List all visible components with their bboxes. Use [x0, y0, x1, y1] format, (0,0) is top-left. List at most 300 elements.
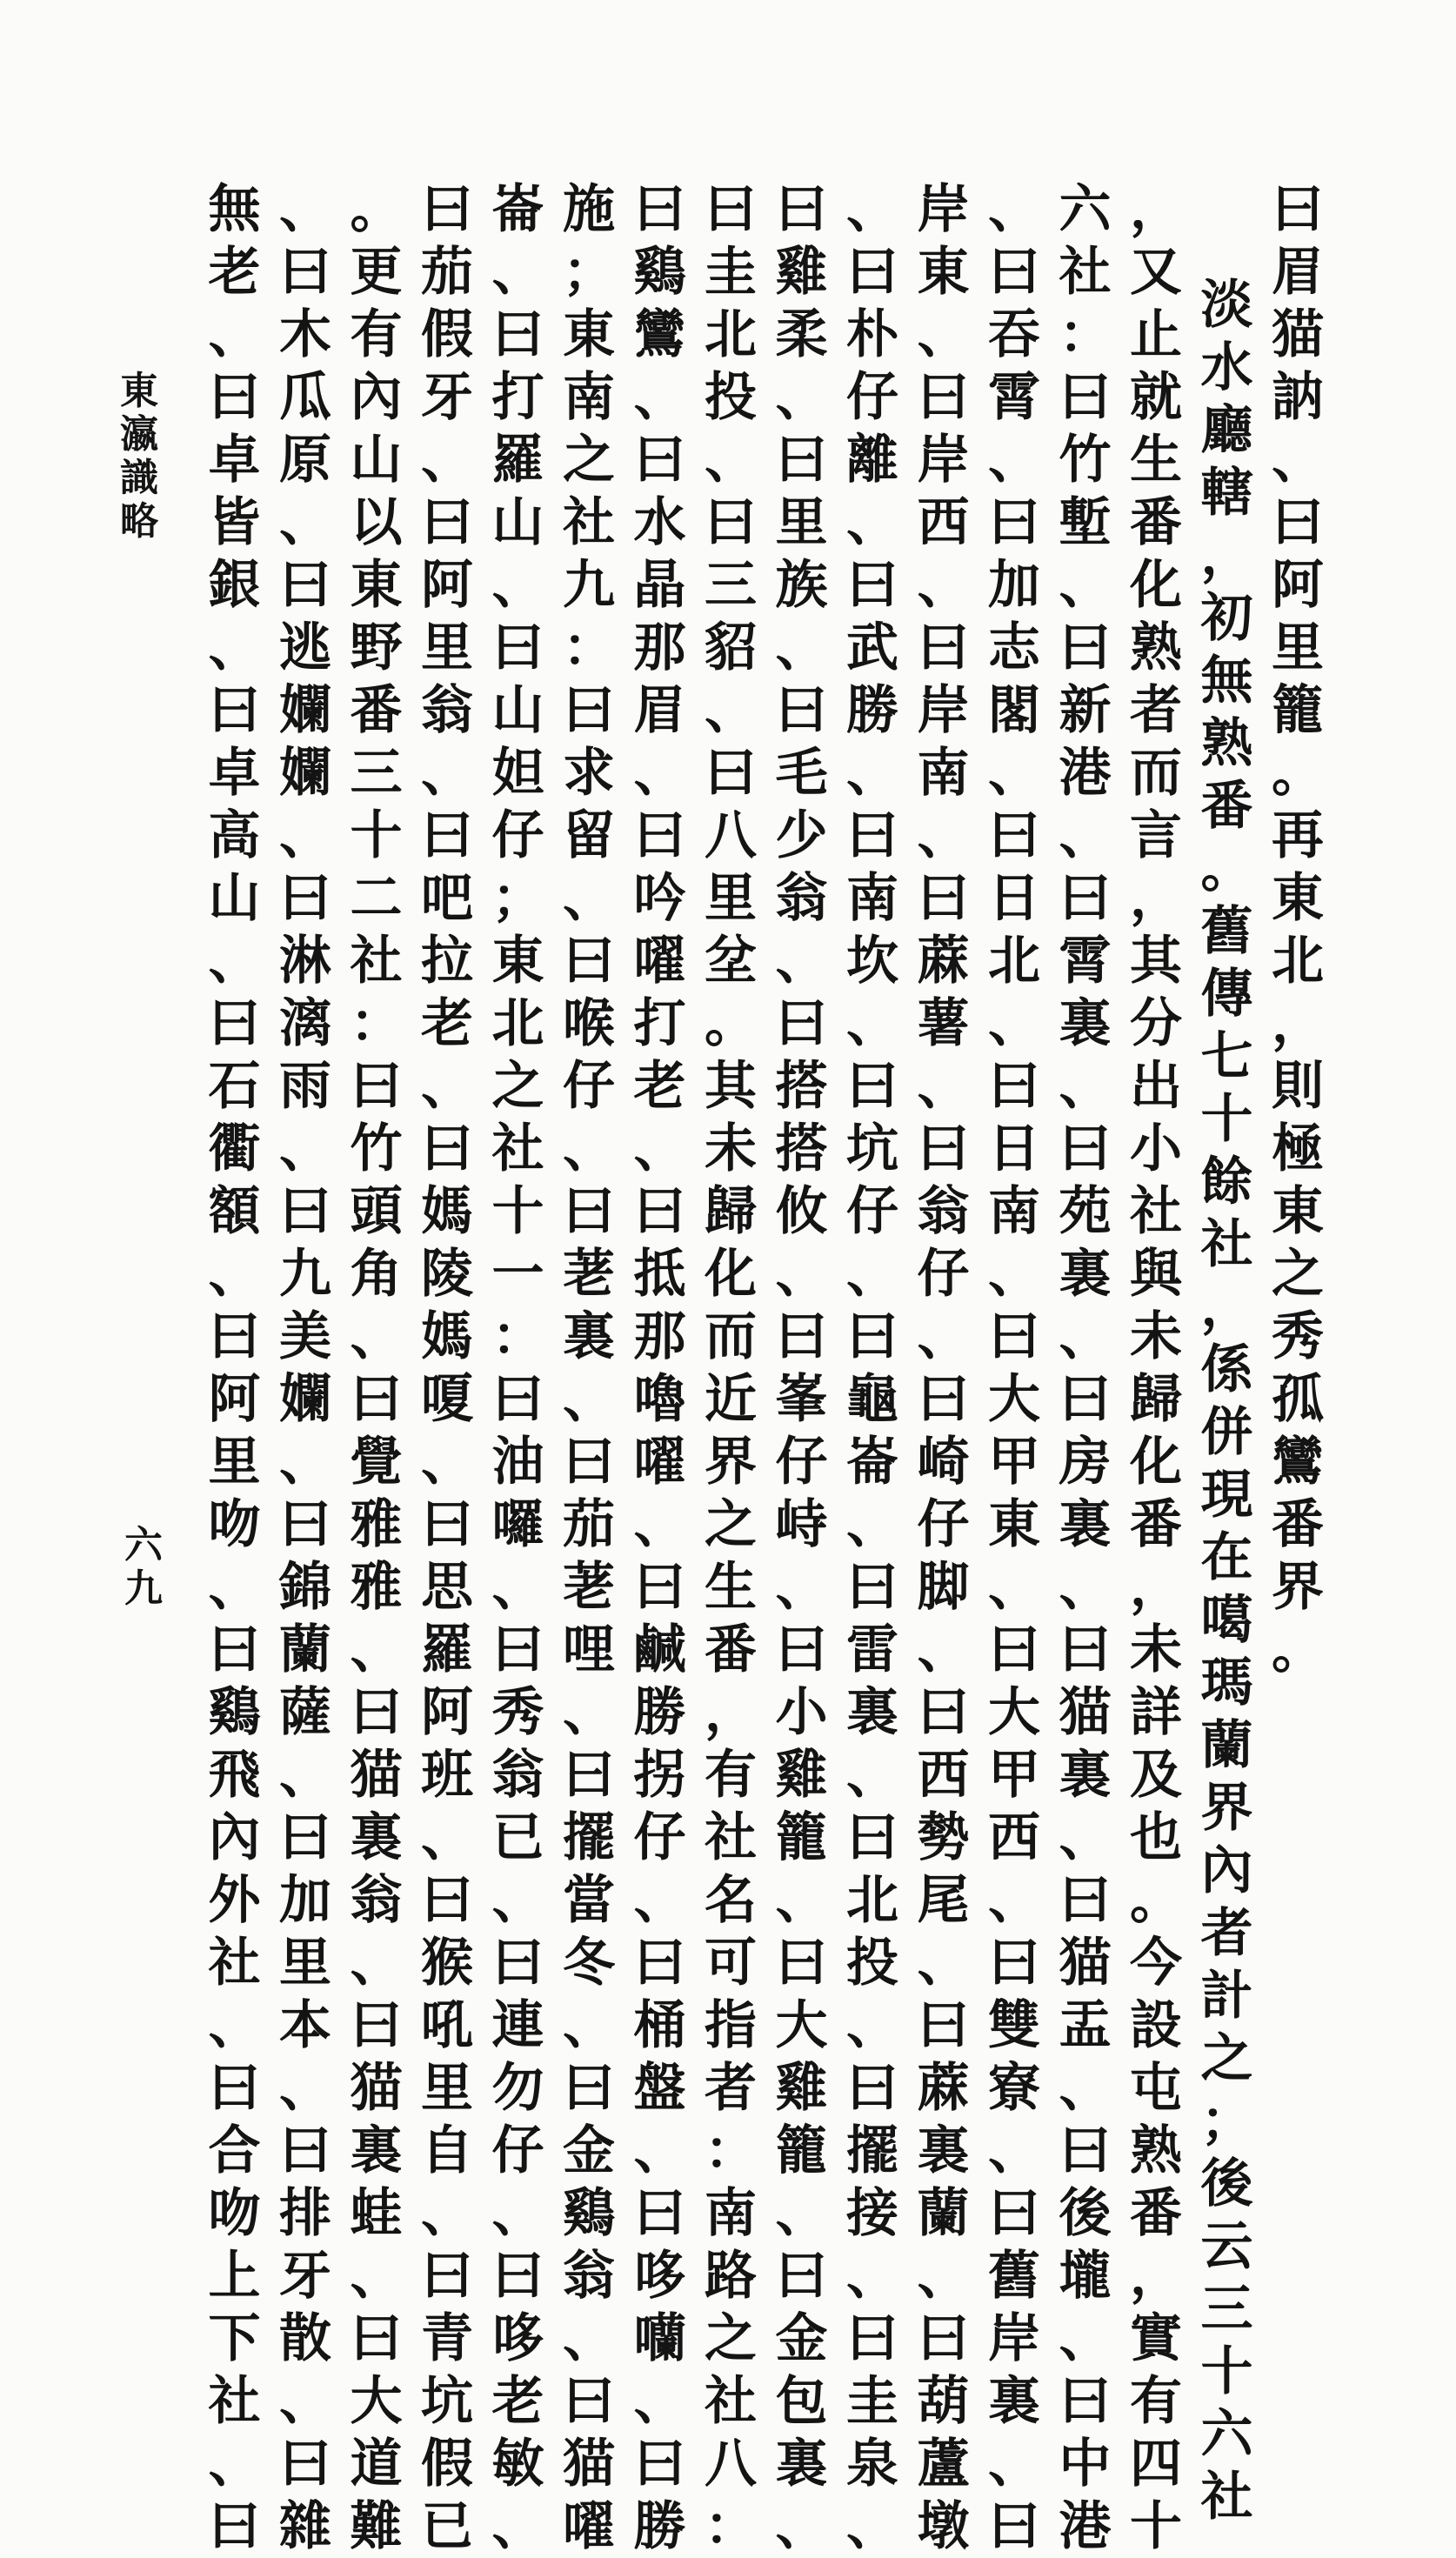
text-column-char: 猫 — [563, 2434, 615, 2495]
text-column-char: 房 — [1059, 1432, 1112, 1493]
text-column-char: 、 — [279, 2058, 331, 2119]
text-column-char: 蘭 — [917, 2183, 970, 2244]
text-column-char: 、 — [846, 743, 898, 804]
text-column-char: 屯 — [1130, 2058, 1182, 2119]
text-column — [482, 178, 555, 2558]
text-column-char: 、 — [350, 1306, 403, 1367]
text-column-char: 曰 — [633, 2183, 686, 2244]
text-column-char: 曰 — [563, 1745, 615, 1806]
text-column-char: 、 — [208, 1244, 261, 1305]
text-column-char: 計 — [1200, 1966, 1253, 2027]
text-column-char: 、 — [846, 1745, 898, 1806]
text-column-char: 番 — [350, 680, 403, 741]
text-column — [340, 178, 413, 2558]
text-column-char: 西 — [988, 1807, 1040, 1868]
text-column-char: 壠 — [1059, 2246, 1112, 2307]
text-column-char: 、 — [633, 1119, 686, 1179]
text-column-char: 今 — [1130, 1933, 1182, 1994]
text-column-char: 曰 — [988, 1933, 1040, 1994]
text-column-char: 求 — [563, 743, 615, 804]
text-column-char: 水 — [633, 492, 686, 553]
text-column-char: 熟 — [1130, 618, 1182, 678]
text-column-char: 、 — [705, 430, 757, 491]
text-column-char: 雨 — [279, 1056, 331, 1117]
text-column-char: 、 — [491, 2496, 544, 2557]
text-column-char: 曰 — [633, 1933, 686, 1994]
text-column-char: 歸 — [705, 1181, 757, 1242]
text-column-char: 名 — [705, 1870, 757, 1931]
text-column-char: 坑 — [421, 2371, 473, 2432]
text-column-char: 里 — [279, 1933, 331, 1994]
text-column-char: 留 — [563, 805, 615, 866]
text-column-char: 有 — [350, 304, 403, 365]
text-column-char: 蘭 — [279, 1620, 331, 1680]
text-column-char: 嚁 — [563, 2496, 615, 2557]
text-column-char: 曰 — [917, 868, 970, 929]
text-column-char: 阿 — [421, 555, 473, 616]
text-column-char: 瓜 — [279, 367, 331, 428]
text-column-char: 翁 — [421, 680, 473, 741]
running-title-char: 略 — [120, 499, 158, 544]
text-column-char: 、 — [491, 555, 544, 616]
text-column-char: 散 — [279, 2308, 331, 2369]
text-column-char: 蘆 — [917, 2434, 970, 2495]
text-column-char: 曰 — [421, 1494, 473, 1555]
text-column-char: 喉 — [563, 993, 615, 1054]
text-column-char: 蛙 — [350, 2183, 403, 2244]
text-column-char: 新 — [1059, 680, 1112, 741]
text-column-char: 北 — [846, 1870, 898, 1931]
text-column-char: 二 — [350, 868, 403, 929]
text-column-char: 四 — [1130, 2434, 1182, 2495]
text-column-char: 分 — [1130, 993, 1182, 1054]
text-column-char: 猴 — [421, 1933, 473, 1994]
text-column-char: 曰 — [988, 1306, 1040, 1367]
text-column-char: 內 — [1200, 1840, 1253, 1901]
text-column-char: 、 — [633, 2121, 686, 2181]
text-column-char: 大 — [775, 1995, 828, 2056]
text-column-char: 曰 — [563, 680, 615, 741]
text-column-char: ： — [705, 2496, 757, 2557]
text-column-char: 嚁 — [633, 931, 686, 992]
text-column-char: 抵 — [633, 1244, 686, 1305]
text-column-char: 原 — [279, 430, 331, 491]
running-title-char: 東 — [120, 369, 158, 413]
text-column-char: 、 — [563, 2308, 615, 2369]
text-column-char: 阿 — [208, 1369, 261, 1430]
text-column-char: 、 — [988, 993, 1040, 1054]
text-column-char: 港 — [1059, 2496, 1112, 2557]
text-column-char: 之 — [1200, 2028, 1253, 2089]
text-column-char: 鷄 — [633, 242, 686, 303]
text-column-char: 石 — [208, 1056, 261, 1117]
text-column-char: 未 — [1130, 1306, 1182, 1367]
text-column-char: 曰 — [279, 1181, 331, 1242]
text-column-char: 卓 — [208, 743, 261, 804]
text-column-char: 。 — [1130, 1870, 1182, 1931]
text-column-char: 妲 — [491, 743, 544, 804]
text-column-char: 翁 — [563, 2246, 615, 2307]
text-column-char: 之 — [491, 1056, 544, 1117]
text-column-char: 羅 — [491, 430, 544, 491]
text-column-char: 裏 — [988, 2371, 1040, 2432]
text-column-char: 無 — [208, 179, 261, 240]
text-column-char: 曰 — [633, 1557, 686, 1618]
text-column-char: 、 — [279, 1745, 331, 1806]
text-column-char: 與 — [1130, 1244, 1182, 1305]
text-column-char: 、 — [279, 179, 331, 240]
text-column — [836, 178, 909, 2558]
text-column-char: 曰 — [279, 555, 331, 616]
text-column-char: 、 — [279, 805, 331, 866]
text-column-char: 里 — [705, 868, 757, 929]
text-column-char: ； — [491, 868, 544, 929]
text-column-char: 、 — [491, 1870, 544, 1931]
text-column-char: 本 — [279, 1995, 331, 2056]
text-column-char: 、 — [1059, 1306, 1112, 1367]
text-column-char: 鷄 — [208, 1682, 261, 1743]
text-column-char: 曰 — [846, 2308, 898, 2369]
text-column-char: 墩 — [917, 2496, 970, 2557]
text-column-char: 曰 — [208, 367, 261, 428]
text-column-char: 、 — [917, 1620, 970, 1680]
text-column-char: 塹 — [1059, 492, 1112, 553]
text-column-char: 打 — [633, 993, 686, 1054]
text-column-char: 曰 — [705, 179, 757, 240]
text-column-char: 曰 — [1059, 1119, 1112, 1179]
text-column-char: 里 — [775, 492, 828, 553]
text-column-char: 東 — [988, 1494, 1040, 1555]
text-column-char: 曰 — [633, 805, 686, 866]
text-column-char: 假 — [421, 2434, 473, 2495]
text-column-char: 化 — [1130, 1432, 1182, 1493]
text-column-char: 裏 — [563, 1306, 615, 1367]
text-column-char: 裏 — [1059, 993, 1112, 1054]
text-column-char: 、 — [846, 993, 898, 1054]
text-column-char: 曰 — [846, 242, 898, 303]
text-column-char: 青 — [421, 2308, 473, 2369]
text-column-char: 曰 — [1059, 1870, 1112, 1931]
text-column-char: 蔴 — [917, 2058, 970, 2119]
text-column-char: 有 — [1130, 2371, 1182, 2432]
text-column-char: 鷄 — [563, 2183, 615, 2244]
text-column-char: 指 — [705, 1995, 757, 2056]
text-column-char: 曰 — [917, 1369, 970, 1430]
text-column-char: 大 — [988, 1682, 1040, 1743]
text-column-char: 之 — [1272, 1244, 1324, 1305]
text-column-char: 崙 — [491, 179, 544, 240]
text-column-char: 曰 — [1059, 367, 1112, 428]
text-column-char: 雞 — [775, 2058, 828, 2119]
text-column — [694, 178, 767, 2558]
text-column-char: 、 — [421, 1807, 473, 1868]
text-column — [978, 178, 1051, 2558]
text-column-char: 孄 — [279, 743, 331, 804]
text-column-char: 陵 — [421, 1244, 473, 1305]
text-column-char: 仔 — [846, 1181, 898, 1242]
text-column-char: 哩 — [563, 1620, 615, 1680]
text-column-char: 界 — [1200, 1778, 1253, 1839]
text-column-char: 番 — [1130, 2183, 1182, 2244]
text-column-char: 以 — [350, 492, 403, 553]
text-column — [907, 178, 980, 2558]
text-column-char: ， — [1130, 1557, 1182, 1618]
text-column-char: 孤 — [1272, 1369, 1324, 1430]
text-column-char: 擺 — [563, 1807, 615, 1868]
text-column-char: 加 — [988, 555, 1040, 616]
text-column-char: 、 — [421, 743, 473, 804]
text-column-char: 路 — [705, 2246, 757, 2307]
text-column-char: 十 — [1200, 2341, 1253, 2402]
text-column-char: 、 — [775, 2183, 828, 2244]
text-column — [198, 178, 271, 2558]
text-column-char: 皆 — [208, 492, 261, 553]
text-column-char: 後 — [1200, 2154, 1253, 2214]
text-column-char: 曰 — [279, 1494, 331, 1555]
text-column-char: 老 — [208, 242, 261, 303]
text-column-char: 勢 — [917, 1807, 970, 1868]
text-column-char: 曰 — [563, 2058, 615, 2119]
text-column-char: 裏 — [1059, 1745, 1112, 1806]
text-column-char: 嚁 — [633, 1432, 686, 1493]
text-column-char: ： — [350, 993, 403, 1054]
text-column-char: 、 — [917, 2246, 970, 2307]
text-column-char: 曰 — [563, 1432, 615, 1493]
text-column-char: 裏 — [1059, 1244, 1112, 1305]
text-column-char: 其 — [1130, 931, 1182, 992]
text-column-char: 、 — [988, 430, 1040, 491]
text-column-char: 曰 — [705, 743, 757, 804]
text-column-char: 、 — [350, 1933, 403, 1994]
text-column-char: 吞 — [988, 304, 1040, 365]
text-column-char: 八 — [705, 805, 757, 866]
text-column-char: 社 — [705, 2371, 757, 2432]
text-column-char: 、 — [563, 1682, 615, 1743]
text-column-char: 北 — [1272, 931, 1324, 992]
text-column-char: 薯 — [917, 993, 970, 1054]
text-column-char: 雜 — [279, 2496, 331, 2557]
text-column-char: 脚 — [917, 1557, 970, 1618]
text-column-char: 南 — [563, 367, 615, 428]
text-column-char: 媽 — [421, 1181, 473, 1242]
text-column-char: 、 — [917, 805, 970, 866]
text-column-char: 曰 — [421, 1870, 473, 1931]
text-column-char: 三 — [1200, 2279, 1253, 2340]
text-column-char: 勝 — [846, 680, 898, 741]
text-column-char: 籠 — [1272, 680, 1324, 741]
text-column-char: 曰 — [350, 2308, 403, 2369]
text-column-char: 寮 — [988, 2058, 1040, 2119]
text-column-char: 、 — [775, 618, 828, 678]
text-column-char: 鸞 — [1272, 1432, 1324, 1493]
text-column-char: 。 — [350, 179, 403, 240]
text-column-char: 、 — [563, 1995, 615, 2056]
text-column-char: 北 — [988, 931, 1040, 992]
text-column-char: 、 — [633, 1870, 686, 1931]
text-column-char: 鹹 — [633, 1620, 686, 1680]
text-column-char: 南 — [988, 1181, 1040, 1242]
text-column-char: 曰 — [775, 430, 828, 491]
text-column-char: 金 — [775, 2308, 828, 2369]
text-column-char: 岸 — [988, 2308, 1040, 2369]
text-column-char: 曰 — [279, 242, 331, 303]
text-column-char: 生 — [705, 1557, 757, 1618]
text-column-char: 囒 — [633, 2308, 686, 2369]
text-column-char: 者 — [1130, 680, 1182, 741]
text-column-char: 、 — [1059, 1557, 1112, 1618]
text-column-char: 、 — [705, 680, 757, 741]
text-column-char: 曰 — [421, 2246, 473, 2307]
text-column-char: 社 — [705, 1807, 757, 1868]
text-column-char: 歸 — [1130, 1369, 1182, 1430]
text-column-char: 內 — [350, 367, 403, 428]
text-column-char: 仔 — [491, 2121, 544, 2181]
text-column-char: ， — [1200, 1277, 1253, 1338]
text-column-char: 、 — [917, 555, 970, 616]
text-column-char: 鸞 — [633, 304, 686, 365]
text-column-char: 曰 — [208, 993, 261, 1054]
text-column-char: 朴 — [846, 304, 898, 365]
text-column-char: 十 — [350, 805, 403, 866]
text-column-char: 猫 — [350, 2058, 403, 2119]
text-column-char: 、 — [988, 1244, 1040, 1305]
text-column-char: 而 — [1130, 743, 1182, 804]
text-column-char: 崙 — [846, 1432, 898, 1493]
text-column-char: 併 — [1200, 1402, 1253, 1463]
text-column-char: 猫 — [350, 1745, 403, 1806]
text-column-char: 界 — [705, 1432, 757, 1493]
text-column-char: 吼 — [421, 1995, 473, 2056]
text-column-char: 阿 — [1272, 555, 1324, 616]
text-column-char: 、 — [421, 1432, 473, 1493]
text-column-char: 、 — [1272, 430, 1324, 491]
text-column-char: 阿 — [421, 1682, 473, 1743]
text-column-char: 曰 — [421, 492, 473, 553]
text-column-char: 曰 — [988, 2183, 1040, 2244]
text-column-char: 翁 — [350, 1870, 403, 1931]
text-column-char: 漓 — [279, 993, 331, 1054]
text-column-char: 內 — [208, 1807, 261, 1868]
text-column-char: ： — [491, 1306, 544, 1367]
text-column-char: 番 — [1130, 492, 1182, 553]
text-column-char: 貂 — [705, 618, 757, 678]
text-column-char: 泉 — [846, 2434, 898, 2495]
text-column-char: 、 — [279, 1432, 331, 1493]
text-column-char: 三 — [705, 555, 757, 616]
text-column-char: 自 — [421, 2121, 473, 2181]
text-column-char: 孄 — [279, 1369, 331, 1430]
text-column-char: 之 — [705, 1494, 757, 1555]
text-column-char: 坑 — [846, 1119, 898, 1179]
text-column-char: 牙 — [421, 367, 473, 428]
text-column-char: 、 — [775, 367, 828, 428]
text-column-char: 曰 — [846, 2058, 898, 2119]
text-column-char: 曰 — [350, 1369, 403, 1430]
text-column-char: 投 — [705, 367, 757, 428]
text-column-char: 、 — [988, 1557, 1040, 1618]
text-column-char: 、 — [775, 1557, 828, 1618]
text-column-char: 、 — [421, 1056, 473, 1117]
text-column-char: ； — [563, 242, 615, 303]
text-column-char: 、 — [775, 1244, 828, 1305]
text-column-char: 日 — [988, 1119, 1040, 1179]
text-column-char: 曰 — [705, 492, 757, 553]
text-column-char: 甲 — [988, 1745, 1040, 1806]
text-column-char: 出 — [1130, 1056, 1182, 1117]
text-column-char: 蔴 — [917, 931, 970, 992]
text-column-char: ： — [705, 2121, 757, 2181]
text-column-char: 曰 — [563, 2371, 615, 2432]
text-column-char: 曰 — [421, 179, 473, 240]
text-column-char: 曰 — [988, 805, 1040, 866]
text-column-char: 水 — [1200, 337, 1253, 398]
text-column-char: 已 — [491, 1807, 544, 1868]
text-column-char: 舊 — [1200, 901, 1253, 962]
text-column-char: 、 — [846, 1494, 898, 1555]
text-column-char: 搭 — [775, 1119, 828, 1179]
text-column-char: 設 — [1130, 1995, 1182, 2056]
text-column-char: 拉 — [421, 931, 473, 992]
text-column-char: 曰 — [563, 931, 615, 992]
text-column-char: 南 — [917, 743, 970, 804]
text-column-char: 、 — [917, 1306, 970, 1367]
text-column-char: 坎 — [846, 931, 898, 992]
text-column-char: 吻 — [208, 2183, 261, 2244]
text-column-char: 拐 — [633, 1745, 686, 1806]
text-column-char: 曰 — [775, 179, 828, 240]
text-column-char: 十 — [1130, 2496, 1182, 2557]
text-column-char: 、 — [775, 1870, 828, 1931]
text-column-char: 山 — [491, 492, 544, 553]
text-column-char: 在 — [1200, 1527, 1253, 1588]
text-column-char: 無 — [1200, 651, 1253, 711]
text-column-char: 界 — [1272, 1557, 1324, 1618]
text-column-char: 離 — [846, 430, 898, 491]
text-column — [1191, 274, 1264, 2528]
text-column-char: 裏 — [846, 1682, 898, 1743]
text-column-char: 蘭 — [1200, 1715, 1253, 1776]
text-column-char: 山 — [208, 868, 261, 929]
text-column-char: 東 — [917, 242, 970, 303]
text-column-char: 、 — [563, 1119, 615, 1179]
text-column-char: 番 — [1200, 776, 1253, 837]
text-column-char: 眉 — [1272, 242, 1324, 303]
text-column-char: 一 — [491, 1244, 544, 1305]
text-column-char: 、 — [1059, 805, 1112, 866]
text-column-char: 、 — [1059, 2308, 1112, 2369]
text-column-char: 木 — [279, 304, 331, 365]
text-column-char: 薩 — [279, 1682, 331, 1743]
text-column-char: 東 — [350, 555, 403, 616]
text-column-char: 曰 — [775, 993, 828, 1054]
text-column-char: 曰 — [279, 868, 331, 929]
text-column-char: 曰 — [421, 805, 473, 866]
text-column-char: 雙 — [988, 1995, 1040, 2056]
text-column-char: 包 — [775, 2371, 828, 2432]
text-column-char: 曰 — [208, 1620, 261, 1680]
text-column-char: 可 — [705, 1933, 757, 1994]
text-column-char: 荖 — [563, 1557, 615, 1618]
text-column-char: 山 — [350, 430, 403, 491]
running-title-char: 識 — [120, 456, 158, 500]
text-column-char: 媽 — [421, 1306, 473, 1367]
text-column-char: 番 — [1130, 1494, 1182, 1555]
text-column-char: 、 — [350, 1620, 403, 1680]
text-column-char: 牙 — [279, 2246, 331, 2307]
text-column-char: 、 — [988, 2121, 1040, 2181]
text-column-char: 桶 — [633, 1995, 686, 2056]
text-column-char: 、 — [775, 931, 828, 992]
